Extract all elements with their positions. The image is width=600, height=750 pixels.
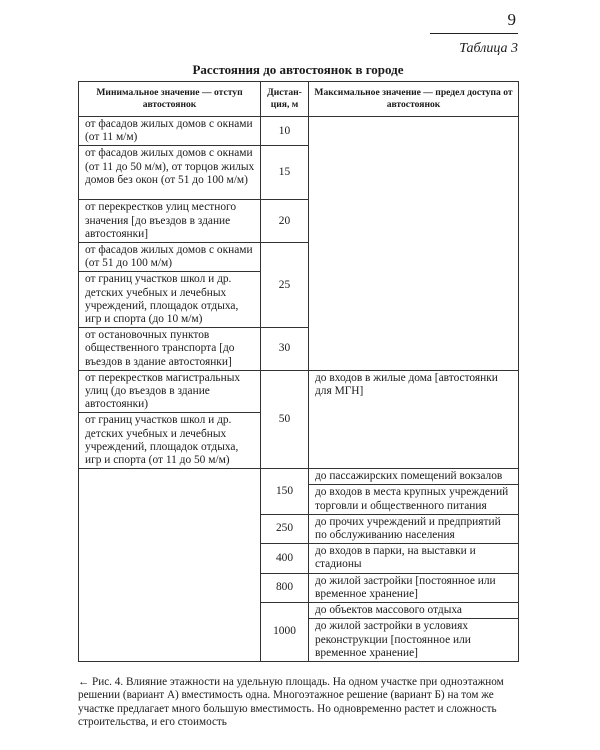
- distance-cell: 400: [261, 544, 309, 573]
- min-cell: от перекрестков магистральных улиц (до въездов в здание автостоянки): [79, 370, 261, 413]
- distance-cell: 10: [261, 117, 309, 146]
- max-cell: до прочих учреждений и предприятий по обслуживанию населения: [309, 514, 519, 543]
- max-cell-empty: [309, 117, 519, 371]
- distance-cell: 25: [261, 243, 309, 328]
- min-cell-empty: [79, 469, 261, 662]
- min-cell: от фасадов жилых домов с окнами (от 11 м/м): [79, 117, 261, 146]
- distance-cell: 250: [261, 514, 309, 543]
- figure-caption: ← Рис. 4. Влияние этажности на удельную площадь. На одном участке при одноэтажном решении (вариант А) вместимость одна. Многоэтажное решение (вариант Б) на том же участке предлагает много большую вместимость. Но одновременно растет и сложность строительства, и его стоимость: [78, 676, 504, 729]
- header-distance: Дистан-ция, м: [261, 82, 309, 117]
- max-cell: до входов в места крупных учреждений торговли и общественного питания: [309, 485, 519, 514]
- table-header-row: [79, 82, 519, 117]
- distance-cell: 30: [261, 328, 309, 371]
- max-cell: до объектов массового отдыха: [309, 603, 519, 619]
- distance-cell: 15: [261, 146, 309, 200]
- distance-cell: 50: [261, 370, 309, 468]
- page-number: 9: [507, 10, 516, 29]
- max-cell: до жилой застройки в условиях реконструкции [постоянное или временное хранение]: [309, 619, 519, 662]
- distance-cell: 150: [261, 469, 309, 515]
- min-cell: от фасадов жилых домов с окнами (от 51 до 100 м/м): [79, 243, 261, 272]
- table-label: Таблица 3: [459, 41, 518, 56]
- distance-cell: 20: [261, 200, 309, 243]
- max-cell: до пассажирских помещений вокзалов: [309, 469, 519, 485]
- distance-cell: 1000: [261, 603, 309, 662]
- table-title: Расстояния до автостоянок в городе: [192, 62, 404, 77]
- distances-table: [78, 81, 519, 662]
- distance-cell: 800: [261, 573, 309, 602]
- header-max: Максимальное значение — предел доступа от автостоянок: [309, 82, 519, 117]
- max-cell: до входов в жилые дома [автостоянки для МГН]: [309, 370, 519, 468]
- max-cell: до входов в парки, на выставки и стадионы: [309, 544, 519, 573]
- table-row: [79, 117, 519, 146]
- min-cell: от границ участков школ и др. детских учебных и лечебных учреждений, площадок отдыха, игр и спорта (до 10 м/м): [79, 272, 261, 328]
- min-cell: от границ участков школ и др. детских учебных и лечебных учреждений, площадок отдыха, игр и спорта (от 11 до 50 м/м): [79, 413, 261, 469]
- min-cell: от фасадов жилых домов с окнами (от 11 до 50 м/м), от торцов жилых домов без окон (от 51 до 100 м/м): [79, 146, 261, 200]
- min-cell: от перекрестков улиц местного значения [до въездов в здание автостоянки]: [79, 200, 261, 243]
- max-cell: до жилой застройки [постоянное или временное хранение]: [309, 573, 519, 602]
- header-min: Минимальное значение — отступ автостоянок: [79, 82, 261, 117]
- min-cell: от остановочных пунктов общественного транспорта [до въездов в здание автостоянки]: [79, 328, 261, 371]
- table-row: [79, 469, 519, 485]
- table-row: [79, 370, 519, 413]
- header-rule: [430, 33, 518, 34]
